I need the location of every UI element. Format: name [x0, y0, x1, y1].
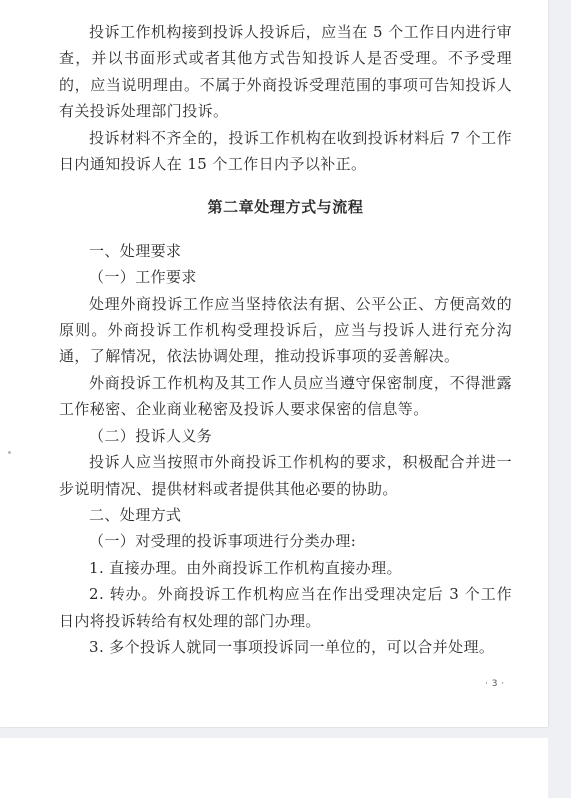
subsection-classification: （一）对受理的投诉事项进行分类办理:: [89, 532, 357, 551]
subsection-complainant-obligations: （二）投诉人义务: [89, 426, 213, 445]
paragraph-principles: 处理外商投诉工作应当坚持依法有据、公平公正、方便高效的原则。外商投诉工作机构受理投诉后，应当与投诉人进行充分沟通，了解情况，依法协调处理，推动投诉事项的妥善解决。: [59, 294, 512, 366]
list-item-direct: 1. 直接办理。由外商投诉工作机构直接办理。: [89, 558, 402, 577]
chapter-title: 第二章处理方式与流程: [207, 198, 364, 217]
paragraph-confidentiality: 外商投诉工作机构及其工作人员应当遵守保密制度，不得泄露工作秘密、企业商业秘密及投诉人要求保密的信息等。: [59, 373, 512, 419]
page-content: [59, 19, 512, 660]
list-item-merge: 3. 多个投诉人就同一事项投诉同一单位的，可以合并处理。: [89, 637, 495, 656]
section-heading-requirements: 一、处理要求: [89, 241, 182, 260]
scan-speck: [8, 451, 11, 454]
page-number: · 3 ·: [485, 679, 505, 689]
subsection-work-requirements: （一）工作要求: [89, 268, 197, 287]
paragraph-cooperation: 投诉人应当按照市外商投诉工作机构的要求，积极配合并进一步说明情况、提供材料或者提供其他必要的协助。: [59, 453, 512, 498]
paragraph-incomplete-materials: 投诉材料不齐全的，投诉工作机构在收到投诉材料后 7 个工作日内通知投诉人在 15 个工作日内予以补正。: [59, 128, 512, 174]
section-heading-methods: 二、处理方式: [89, 505, 182, 524]
list-item-transfer: 2. 转办。外商投诉工作机构应当在作出受理决定后 3 个工作日内将投诉转给有权处理的部门办理。: [59, 585, 512, 630]
next-page: [0, 738, 548, 798]
paragraph-acceptance-review: 投诉工作机构接到投诉人投诉后，应当在 5 个工作日内进行审查，并以书面形式或者其他方式告知投诉人是否受理。不予受理的，应当说明理由。不属于外商投诉受理范围的事项可告知投诉人有关投诉处理部门投诉。: [59, 23, 512, 121]
